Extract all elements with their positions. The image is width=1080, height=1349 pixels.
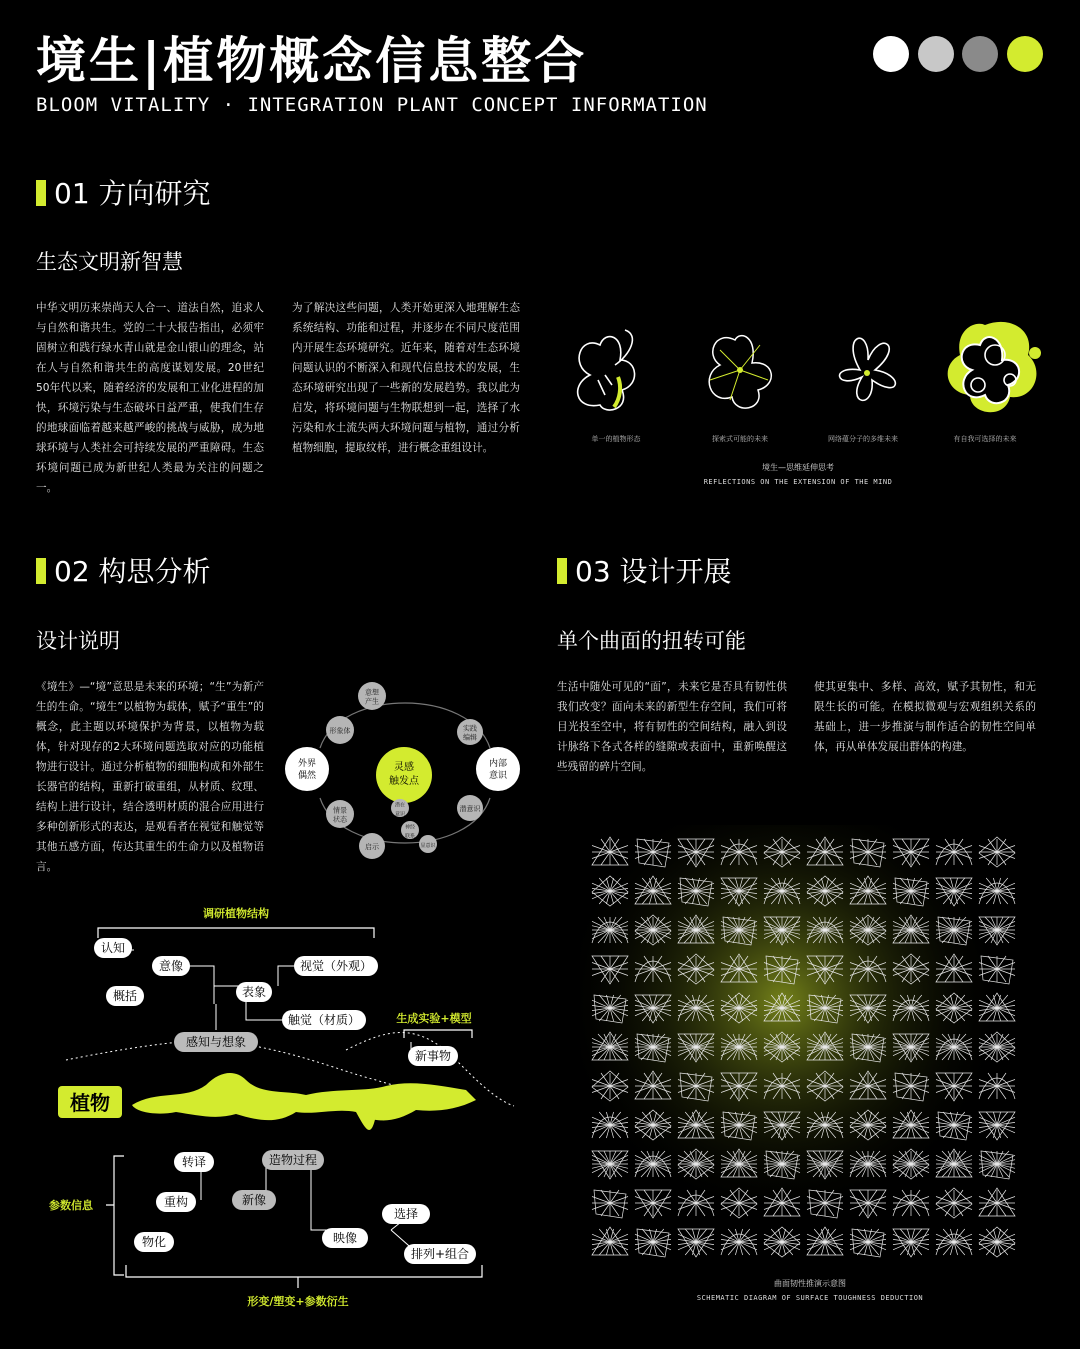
grid-caption: 曲面韧性推演示意图: [774, 1279, 846, 1288]
flower-caption-4: 有自我可选择的未来: [953, 435, 1017, 443]
section-03-paragraph-2: 使其更集中、多样、高效，赋予其韧性，和无限生长的可能。在模拟微观与宏观组织关系的基础上，进一步推演与制作适合的韧性空间单体，再从单体发展出群体的构建。: [814, 681, 1036, 753]
swatch-accent: [1007, 36, 1043, 72]
diagram-left-line1: 外界: [297, 759, 317, 769]
flower-sketch-3: [840, 338, 896, 400]
section-bar: [36, 180, 46, 206]
map-tag-label: 新事物: [414, 1049, 452, 1063]
section-bar: [557, 558, 567, 584]
map-tag-label: 物化: [141, 1235, 167, 1249]
diagram-node-label: 潜意识: [459, 805, 481, 813]
map-left-label: 参数信息: [49, 1199, 93, 1212]
section-03-paragraph-1: 生活中随处可见的“面”，未来它是否具有韧性供我们改变？面向未来的新型生存空间，我们可将目光投至空中，将有韧性的空间结构，融入到设计脉络下各式各样的缝隙或表面中，重新唤醒这些残留的碎片空间。: [557, 681, 787, 773]
section-02-paragraph: 《境生》—“境”意思是未来的环境；“生”为新产生的生命。“境生”以植物为载体，赋予“重生”的概念，此主题以环境保护为背景，以植物为载体，针对现存的2大环境问题选取对应的功能植物进行设计。通过分析植物的细胞构成和外部生长器官的结构，重新打破重组，从材质、纹理、结构上进行设计，结合透明材质的混合应用进行多种创新形式的表达，是观看者在视觉和触觉等其他五感方面，传达其重生的生命力以及植物语言。: [36, 681, 264, 873]
diagram-left-node: [285, 747, 329, 791]
swatch-gray: [962, 36, 998, 72]
map-tag-label: 重构: [163, 1195, 189, 1209]
section-bar: [36, 558, 46, 584]
grid-caption-en: SCHEMATIC DIAGRAM OF SURFACE TOUGHNESS DEDUCTION: [696, 1294, 924, 1302]
diagram-node-label: 形象体: [329, 727, 351, 735]
map-tag-label: 造物过程: [268, 1153, 318, 1167]
flower-evolution-sketches: [560, 315, 1060, 435]
diagram-right-line2: 意识: [488, 771, 508, 781]
page-title: 境生|植物概念信息整合: [36, 32, 588, 90]
diagram-center-line2: 触发点: [389, 776, 419, 787]
plant-label: 植物: [70, 1091, 110, 1115]
section-01-subheading: 生态文明新智慧: [36, 250, 183, 274]
diagram-center-line1: 灵感: [394, 762, 414, 773]
map-top-label: 调研植物结构: [203, 907, 269, 920]
map-tag-label: 认知: [100, 941, 126, 955]
diagram-node-label: 意识: [394, 811, 406, 818]
diagram-node-label: 状态: [333, 815, 347, 824]
swatch-white: [873, 36, 909, 72]
diagram-left-line2: 偶然: [297, 771, 317, 781]
map-bottom-label: 形变/塑变+参数衍生: [247, 1295, 349, 1308]
diagram-node-label: 显意识: [420, 843, 436, 849]
map-tag-label: 触觉（材质）: [287, 1013, 361, 1027]
map-tag-label: 选择: [393, 1207, 419, 1221]
map-tag-label: 概括: [112, 989, 138, 1003]
flower-sketch-4: [948, 322, 1041, 412]
diagram-node-label: 实践: [463, 724, 477, 733]
map-tag-label: 感知与想象: [185, 1035, 247, 1049]
diagram-node-label: 神经: [404, 824, 416, 831]
flowers-title-en: REFLECTIONS ON THE EXTENSION OF THE MIND: [703, 478, 893, 486]
section-01-paragraph-1: 中华文明历来崇尚天人合一、道法自然，追求人与自然和谐共生。党的二十大报告指出，必须牢固树立和践行绿水青山就是金山银山的理念，站在人与自然和谐共生的高度谋划发展。20世纪50年代以来，随着经济的发展和工业化进程的加快，环境污染与生态破坏日益严重，使我们生存的地球面临着越来越严峻的挑战与威胁，成为地球环境与人类社会可持续发展的严重障碍。生态环境问题已成为新世纪人类最为关注的问题之一。: [36, 302, 264, 494]
section-01-heading: 01 方向研究: [36, 176, 211, 212]
map-tag-label: 排列+组合: [410, 1247, 470, 1261]
map-tag-label: 意像: [158, 959, 184, 973]
page-subtitle: BLOOM VITALITY · INTEGRATION PLANT CONCEPT INFORMATION: [36, 94, 708, 116]
map-tag-label: 表象: [241, 985, 267, 999]
map-tag-label: 映像: [332, 1231, 358, 1245]
diagram-node-label: 编辑: [463, 733, 477, 742]
section-02-heading: 02 构思分析: [36, 554, 211, 590]
flower-caption-3: 网络蕴分子的多维未来: [828, 435, 898, 443]
section-03-heading: 03 设计开展: [557, 554, 732, 590]
diagram-right-node: [476, 747, 520, 791]
diagram-center-node: [376, 747, 432, 803]
map-tag-label: 新像: [241, 1193, 267, 1207]
swatch-light-gray: [918, 36, 954, 72]
diagram-node-label: 联系: [404, 833, 416, 840]
surface-deduction-grid: [580, 825, 1030, 1265]
flower-caption-1: 单一的植物形态: [591, 435, 641, 443]
map-right-label: 生成实验+模型: [396, 1012, 472, 1025]
map-tag-label: 视觉（外观）: [299, 959, 373, 973]
section-03-subheading: 单个曲面的扭转可能: [557, 629, 746, 653]
diagram-node-label: 产生: [365, 697, 379, 706]
section-01-paragraph-2: 为了解决这些问题，人类开始更深入地理解生态系统结构、功能和过程，并逐步在不同尺度范围内开展生态环境研究。近年来，随着对生态环境问题认识的不断深入和现代信息技术的发展，生态环境研究出现了一些新的发展趋势。我以此为启发，将环境问题与生物联想到一起，选择了水污染和水土流失两大环境问题与植物，通过分析植物细胞，提取纹样，进行概念重组设计。: [292, 302, 520, 454]
diagram-node-label: 潜在: [394, 802, 406, 809]
flowers-title: 境生—思维延伸思考: [762, 463, 834, 472]
diagram-node-label: 意想: [365, 688, 379, 697]
diagram-node-label: 启示: [365, 843, 379, 851]
flower-caption-2: 探索式可能的未来: [712, 435, 768, 443]
concept-map: [36, 900, 526, 1320]
map-tag-label: 转译: [181, 1155, 207, 1169]
diagram-right-line1: 内部: [488, 759, 508, 769]
flower-sketch-1: [578, 330, 635, 410]
section-02-subheading: 设计说明: [36, 629, 120, 653]
flower-sketch-2: [709, 336, 771, 408]
inspiration-diagram: [280, 678, 528, 864]
diagram-node-label: 情景: [333, 806, 347, 815]
